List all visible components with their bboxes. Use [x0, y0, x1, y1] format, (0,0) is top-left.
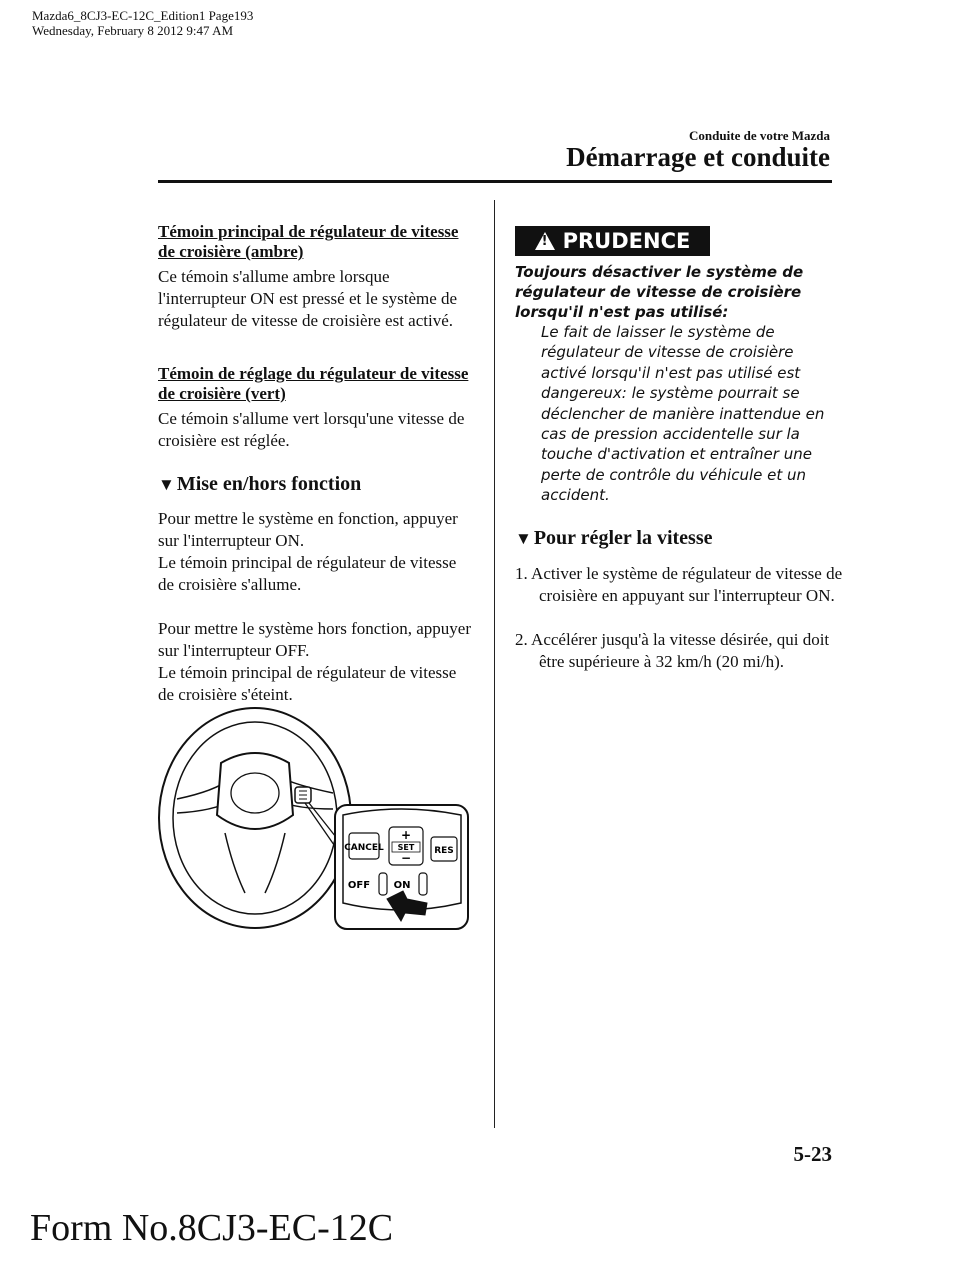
section-triangle-icon: ▼	[515, 529, 532, 548]
caution-title: Toujours désactiver le système de régulateur de vitesse de croisière lorsqu'il n'est pas utilisé:	[515, 263, 804, 321]
paragraph-set-indicator: Ce témoin s'allume vert lorsqu'une vitesse de croisière est réglée.	[158, 409, 465, 450]
minus-label: −	[400, 851, 412, 865]
paragraph-main-indicator: Ce témoin s'allume ambre lorsque l'interrupteur ON est pressé et le système de régulateur de vitesse de croisière est activé.	[158, 267, 458, 330]
steering-wheel-figure	[155, 703, 470, 933]
paragraph-turn-on: Pour mettre le système en fonction, appuyer sur l'interrupteur ON.	[158, 509, 458, 550]
watermark: carmanualsonline.info	[821, 1262, 954, 1276]
set-button-label: SET	[397, 843, 415, 852]
caution-badge	[515, 226, 710, 256]
cancel-button-label: CANCEL	[344, 843, 384, 853]
res-button-label: RES	[434, 846, 454, 856]
section-triangle-icon: ▼	[158, 475, 175, 494]
section-heading-on-off	[158, 472, 476, 497]
section-heading-text: Pour régler la vitesse	[533, 527, 713, 549]
paragraph-off-result: Le témoin principal de régulateur de vitesse de croisière s'éteint.	[158, 663, 457, 704]
header-rule	[158, 180, 832, 183]
meta-line-1: Mazda6_8CJ3-EC-12C_Edition1 Page193	[32, 8, 254, 23]
print-metadata	[32, 8, 253, 38]
form-number: Form No.8CJ3-EC-12C	[30, 1207, 394, 1249]
warning-icon: !	[535, 232, 555, 250]
subheading-main-indicator: Témoin principal de régulateur de vitesse de croisière (ambre)	[158, 222, 459, 261]
step-2: 2. Accélérer jusqu'à la vitesse désirée, qui doit être supérieure à 32 km/h (20 mi/h).	[515, 630, 830, 671]
meta-line-2: Wednesday, February 8 2012 9:47 AM	[32, 23, 234, 38]
paragraph-turn-off: Pour mettre le système hors fonction, appuyer sur l'interrupteur OFF.	[158, 619, 472, 660]
section-heading-set-speed	[515, 526, 835, 551]
page-title: Démarrage et conduite	[566, 142, 830, 172]
column-divider	[494, 200, 495, 1128]
off-button-label: OFF	[347, 880, 371, 891]
page-number: 5-23	[793, 1142, 832, 1166]
paragraph-on-result: Le témoin principal de régulateur de vitesse de croisière s'allume.	[158, 553, 457, 594]
caution-badge-label: PRUDENCE	[562, 229, 691, 253]
chapter-label: Conduite de votre Mazda	[689, 128, 830, 143]
on-button-label: ON	[393, 880, 411, 891]
subheading-set-indicator: Témoin de réglage du régulateur de vitesse de croisière (vert)	[158, 364, 469, 403]
section-heading-text: Mise en/hors fonction	[176, 473, 362, 495]
plus-label: +	[400, 828, 412, 842]
step-1: 1. Activer le système de régulateur de vitesse de croisière en appuyant sur l'interrupteur ON.	[515, 564, 843, 605]
caution-body: Le fait de laisser le système de régulateur de vitesse de croisière activé lorsqu'il n'est pas utilisé est dangereux: le système pourrait se déclencher de manière inattendue en cas de pression accidentelle sur la touche d'activation et entraîner une perte de contrôle du véhicule et un accident.	[541, 323, 825, 505]
